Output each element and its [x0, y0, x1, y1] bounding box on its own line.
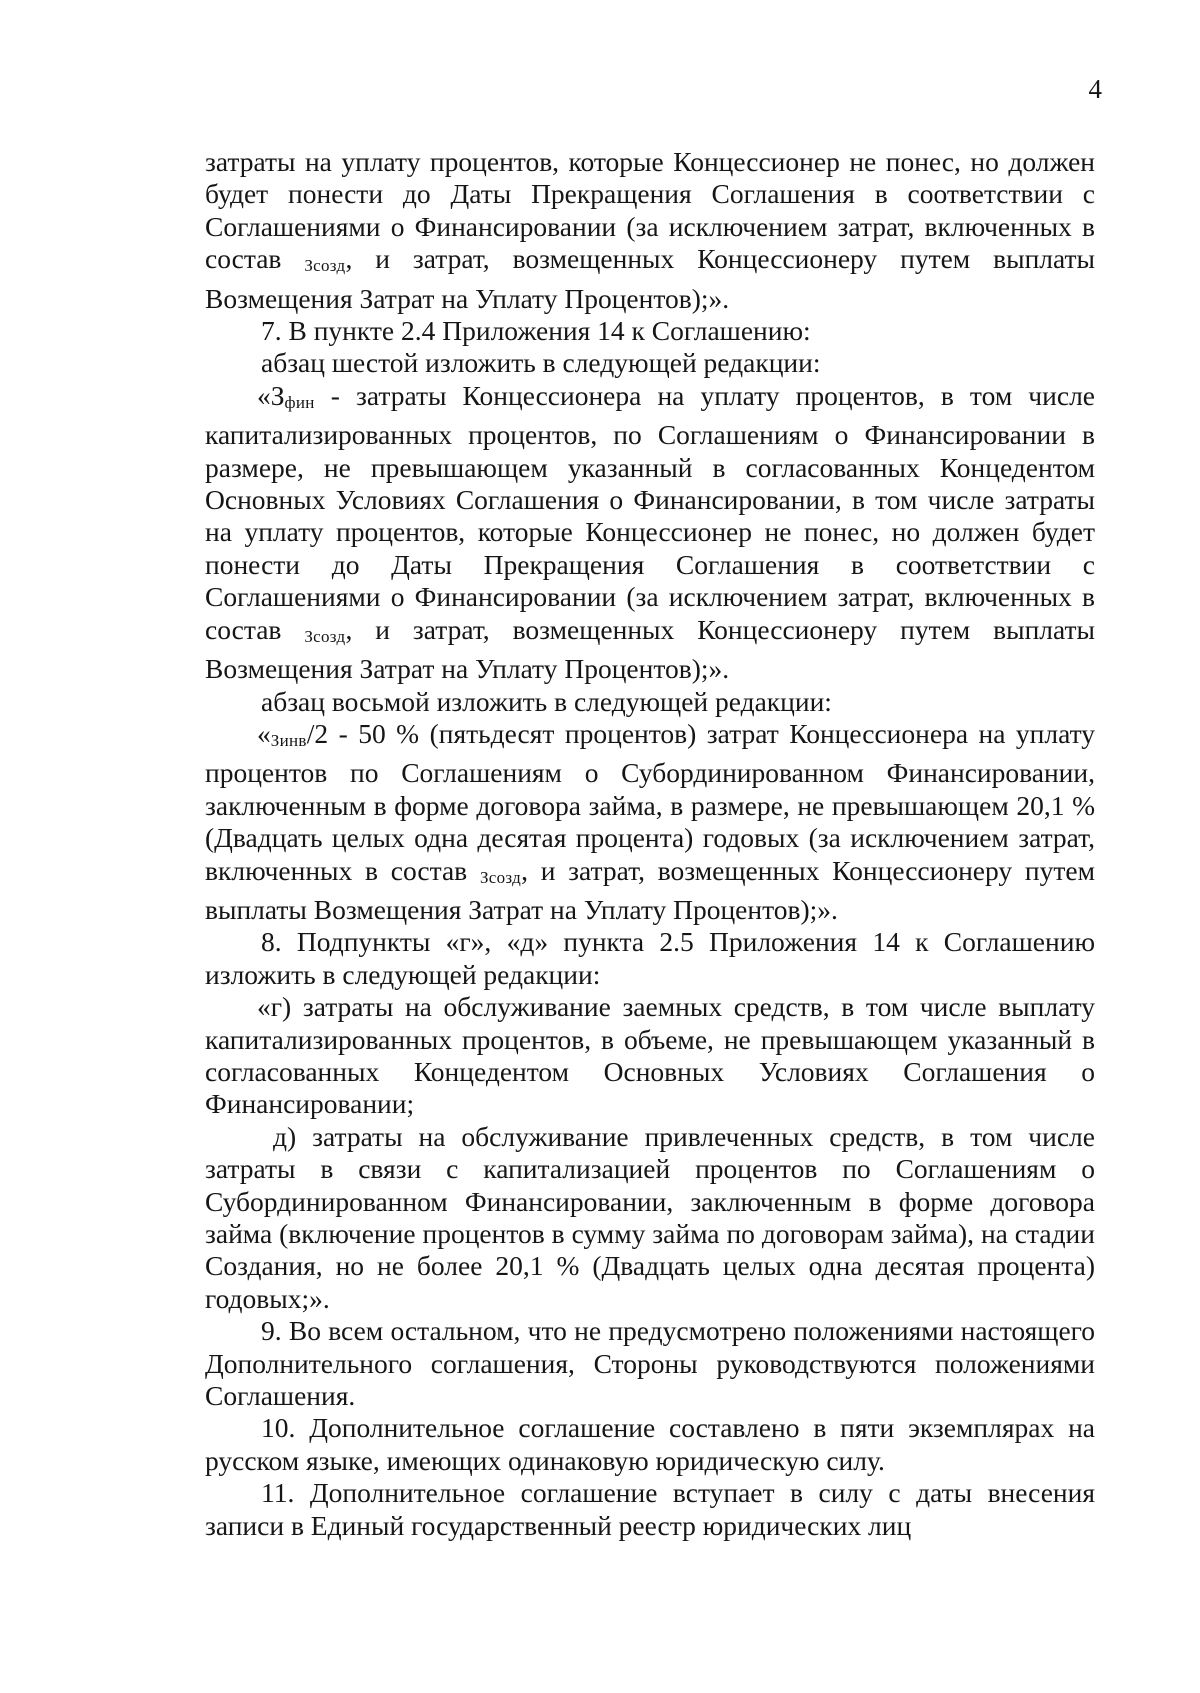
paragraph-text-tail: , и затрат, возмещенных Концессионеру путем выплаты Возмещения Затрат на Уплату Процентов);». — [205, 854, 1096, 925]
subscript-term: Зсозд — [479, 867, 522, 887]
paragraph-item-8 — [205, 926, 1095, 991]
paragraph-instruction — [205, 686, 1095, 718]
paragraph-text: «г) затраты на обслуживание заемных средств, в том числе выплату капитализированных процентов, в объеме, не превышающем указанный в согласованных Концедентом Основных Условиях Соглашения о Финансировании; — [205, 991, 1095, 1120]
paragraph-text-tail: , и затрат, возмещенных Концессионеру путем выплаты Возмещения Затрат на Уплату Процентов);». — [205, 243, 1096, 314]
paragraph-text: - затраты Концессионера на уплату процентов, в том числе капитализированных процентов, по Соглашениям о Финансировании в размере, не превышающем указанный в согласованных Концедентом Основных Условиях Соглашения о Финансировании, в том числе затраты на уплату процентов, которые Концессионер не понес, но должен будет понести до Даты Прекращения Соглашения в соответствии с Соглашениями о Финансировании (за исключением затрат, включенных в состав — [205, 379, 1095, 645]
paragraph-lead: « — [257, 717, 271, 749]
paragraph-text: 10. Дополнительное соглашение составлено в пяти экземплярах на русском языке, имеющих одинаковую юридическую силу. — [205, 1412, 1095, 1476]
paragraph-continuation — [205, 146, 1095, 315]
paragraph-lead: «З — [257, 379, 285, 411]
paragraph-item-11 — [205, 1477, 1095, 1542]
paragraph-quoted-zinv — [205, 718, 1095, 926]
subscript-term: Зсозд — [304, 626, 346, 646]
subscript-term: Зинв — [270, 730, 307, 750]
paragraph-text: абзац шестой изложить в следующей редакции: — [261, 347, 821, 379]
paragraph-quoted-zfin — [205, 380, 1095, 686]
paragraph-subitem-d — [205, 1121, 1095, 1315]
paragraph-text: абзац восьмой изложить в следующей редакции: — [261, 685, 832, 717]
paragraph-text: 7. В пункте 2.4 Приложения 14 к Соглашению: — [261, 315, 811, 347]
subscript-term: Зсозд — [304, 256, 346, 276]
paragraph-item-7 — [205, 315, 1095, 347]
subscript-term: фин — [284, 392, 315, 412]
paragraph-instruction — [205, 347, 1095, 379]
paragraph-subitem-g — [205, 991, 1095, 1121]
paragraph-text: 8. Подпункты «г», «д» пункта 2.5 Приложения 14 к Соглашению изложить в следующей редакции: — [205, 926, 1095, 990]
page-number: 4 — [1088, 74, 1102, 104]
paragraph-text: затраты на уплату процентов, которые Концессионер не понес, но должен будет понести до Даты Прекращения Соглашения в соответствии с Соглашениями о Финансировании (за исключением затрат, включенных в состав — [205, 146, 1095, 275]
paragraph-item-9 — [205, 1315, 1095, 1412]
paragraph-text: д) затраты на обслуживание привлеченных средств, в том числе затраты в связи с капитализацией процентов по Соглашениям о Субординированном Финансировании, заключенным в форме договора займа (включение процентов в сумму займа по договорам займа), на стадии Создания, но не более 20,1 % (Двадцать целых одна десятая процента) годовых;». — [205, 1120, 1095, 1314]
paragraph-text: 11. Дополнительное соглашение вступает в силу с даты внесения записи в Единый государственный реестр юридических лиц — [205, 1477, 1095, 1541]
paragraph-text-tail: , и затрат, возмещенных Концессионеру путем выплаты Возмещения Затрат на Уплату Процентов);». — [205, 613, 1096, 685]
paragraph-item-10 — [205, 1412, 1095, 1477]
paragraph-text: 9. Во всем остальном, что не предусмотрено положениями настоящего Дополнительного соглашения, Стороны руководствуются положениями Соглашения. — [205, 1315, 1095, 1412]
document-body — [205, 146, 1095, 1542]
paragraph-text: /2 - 50 % (пятьдесят процентов) затрат Концессионера на уплату процентов по Соглашениям о Субординированном Финансировании, заключенным в форме договора займа, в размере, не превышающем 20,1 % (Двадцать целых одна десятая процента) годовых (за исключением затрат, включенных в состав — [205, 717, 1095, 886]
